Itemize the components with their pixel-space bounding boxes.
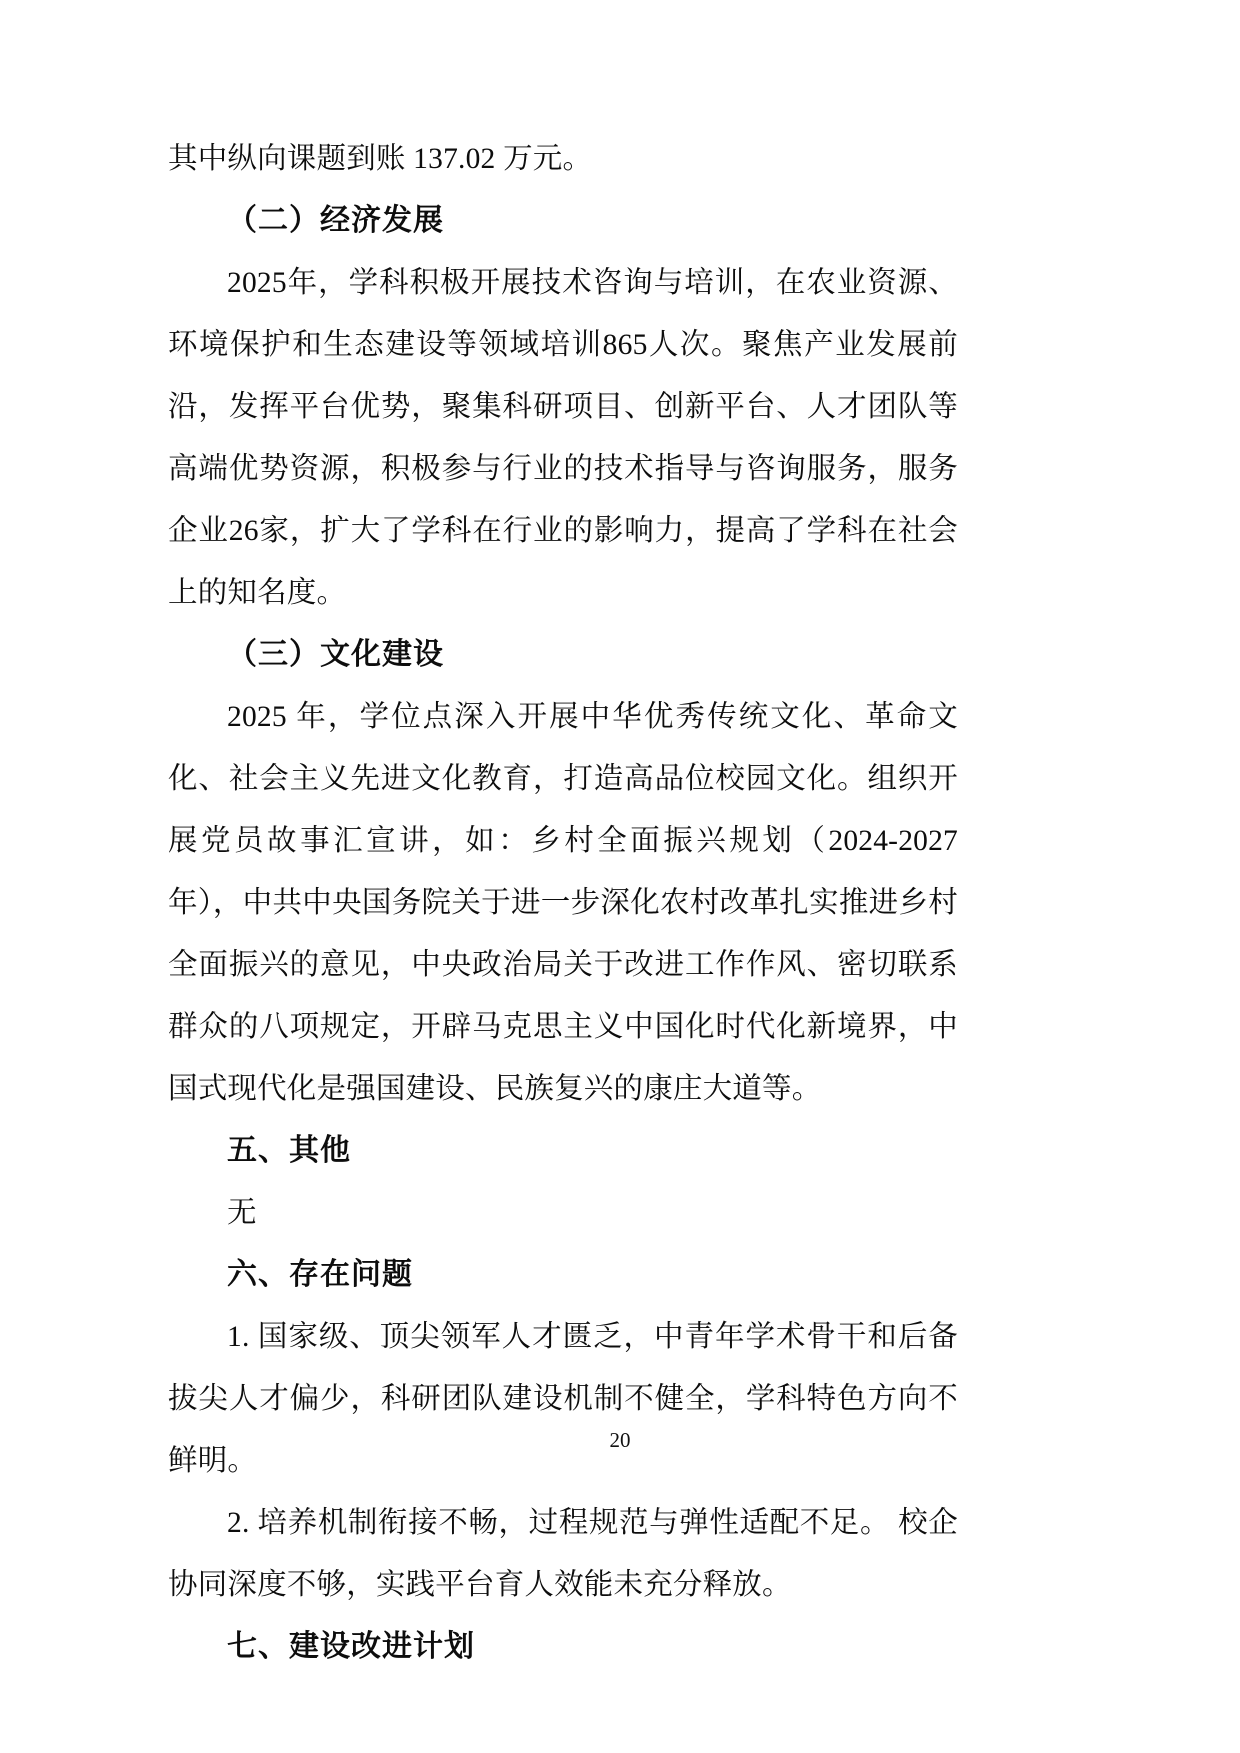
list-item-problem-2: 2. 培养机制衔接不畅，过程规范与弹性适配不足。 校企协同深度不够，实践平台育人效能未充分释放。 (168, 1507, 958, 1601)
list-item-problem-1: 1. 国家级、顶尖领军人才匮乏，中青年学术骨干和后备拔尖人才偏少，科研团队建设机制不健全，学科特色方向不鲜明。 (168, 1321, 958, 1477)
paragraph-funding-continuation: 其中纵向课题到账 137.02 万元。 (168, 143, 593, 175)
page-number: 20 (609, 1428, 631, 1452)
heading-section-7-improvement-plan: 七、建设改进计划 (227, 1629, 475, 1664)
heading-section-6-existing-problems: 六、存在问题 (227, 1257, 413, 1292)
paragraph-cultural-construction: 2025 年，学位点深入开展中华优秀传统文化、革命文化、社会主义先进文化教育，打造高品位校园文化。组织开展党员故事汇宣讲，如：乡村全面振兴规划（2024-2027 年），中共中央国务院关于进一步深化农村改革扎实推进乡村全面振兴的意见，中央政治局关于改进工作作风、密切联系群众的八项规定，开辟马克思主义中国化时代化新境界，中国式现代化是强国建设、民族复兴的康庄大道等。 (168, 701, 958, 1105)
paragraph-economic-development: 2025年，学科积极开展技术咨询与培训，在农业资源、环境保护和生态建设等领域培训865人次。聚焦产业发展前沿，发挥平台优势，聚集科研项目、创新平台、人才团队等高端优势资源，积极参与行业的技术指导与咨询服务，服务企业26家，扩大了学科在行业的影响力，提高了学科在社会上的知名度。 (168, 267, 958, 609)
heading-section-5-other: 五、其他 (227, 1133, 351, 1168)
paragraph-other-none: 无 (227, 1197, 257, 1229)
heading-section-3-cultural-construction: （三）文化建设 (227, 637, 444, 672)
heading-section-2-economic-development: （二）经济发展 (227, 203, 444, 238)
